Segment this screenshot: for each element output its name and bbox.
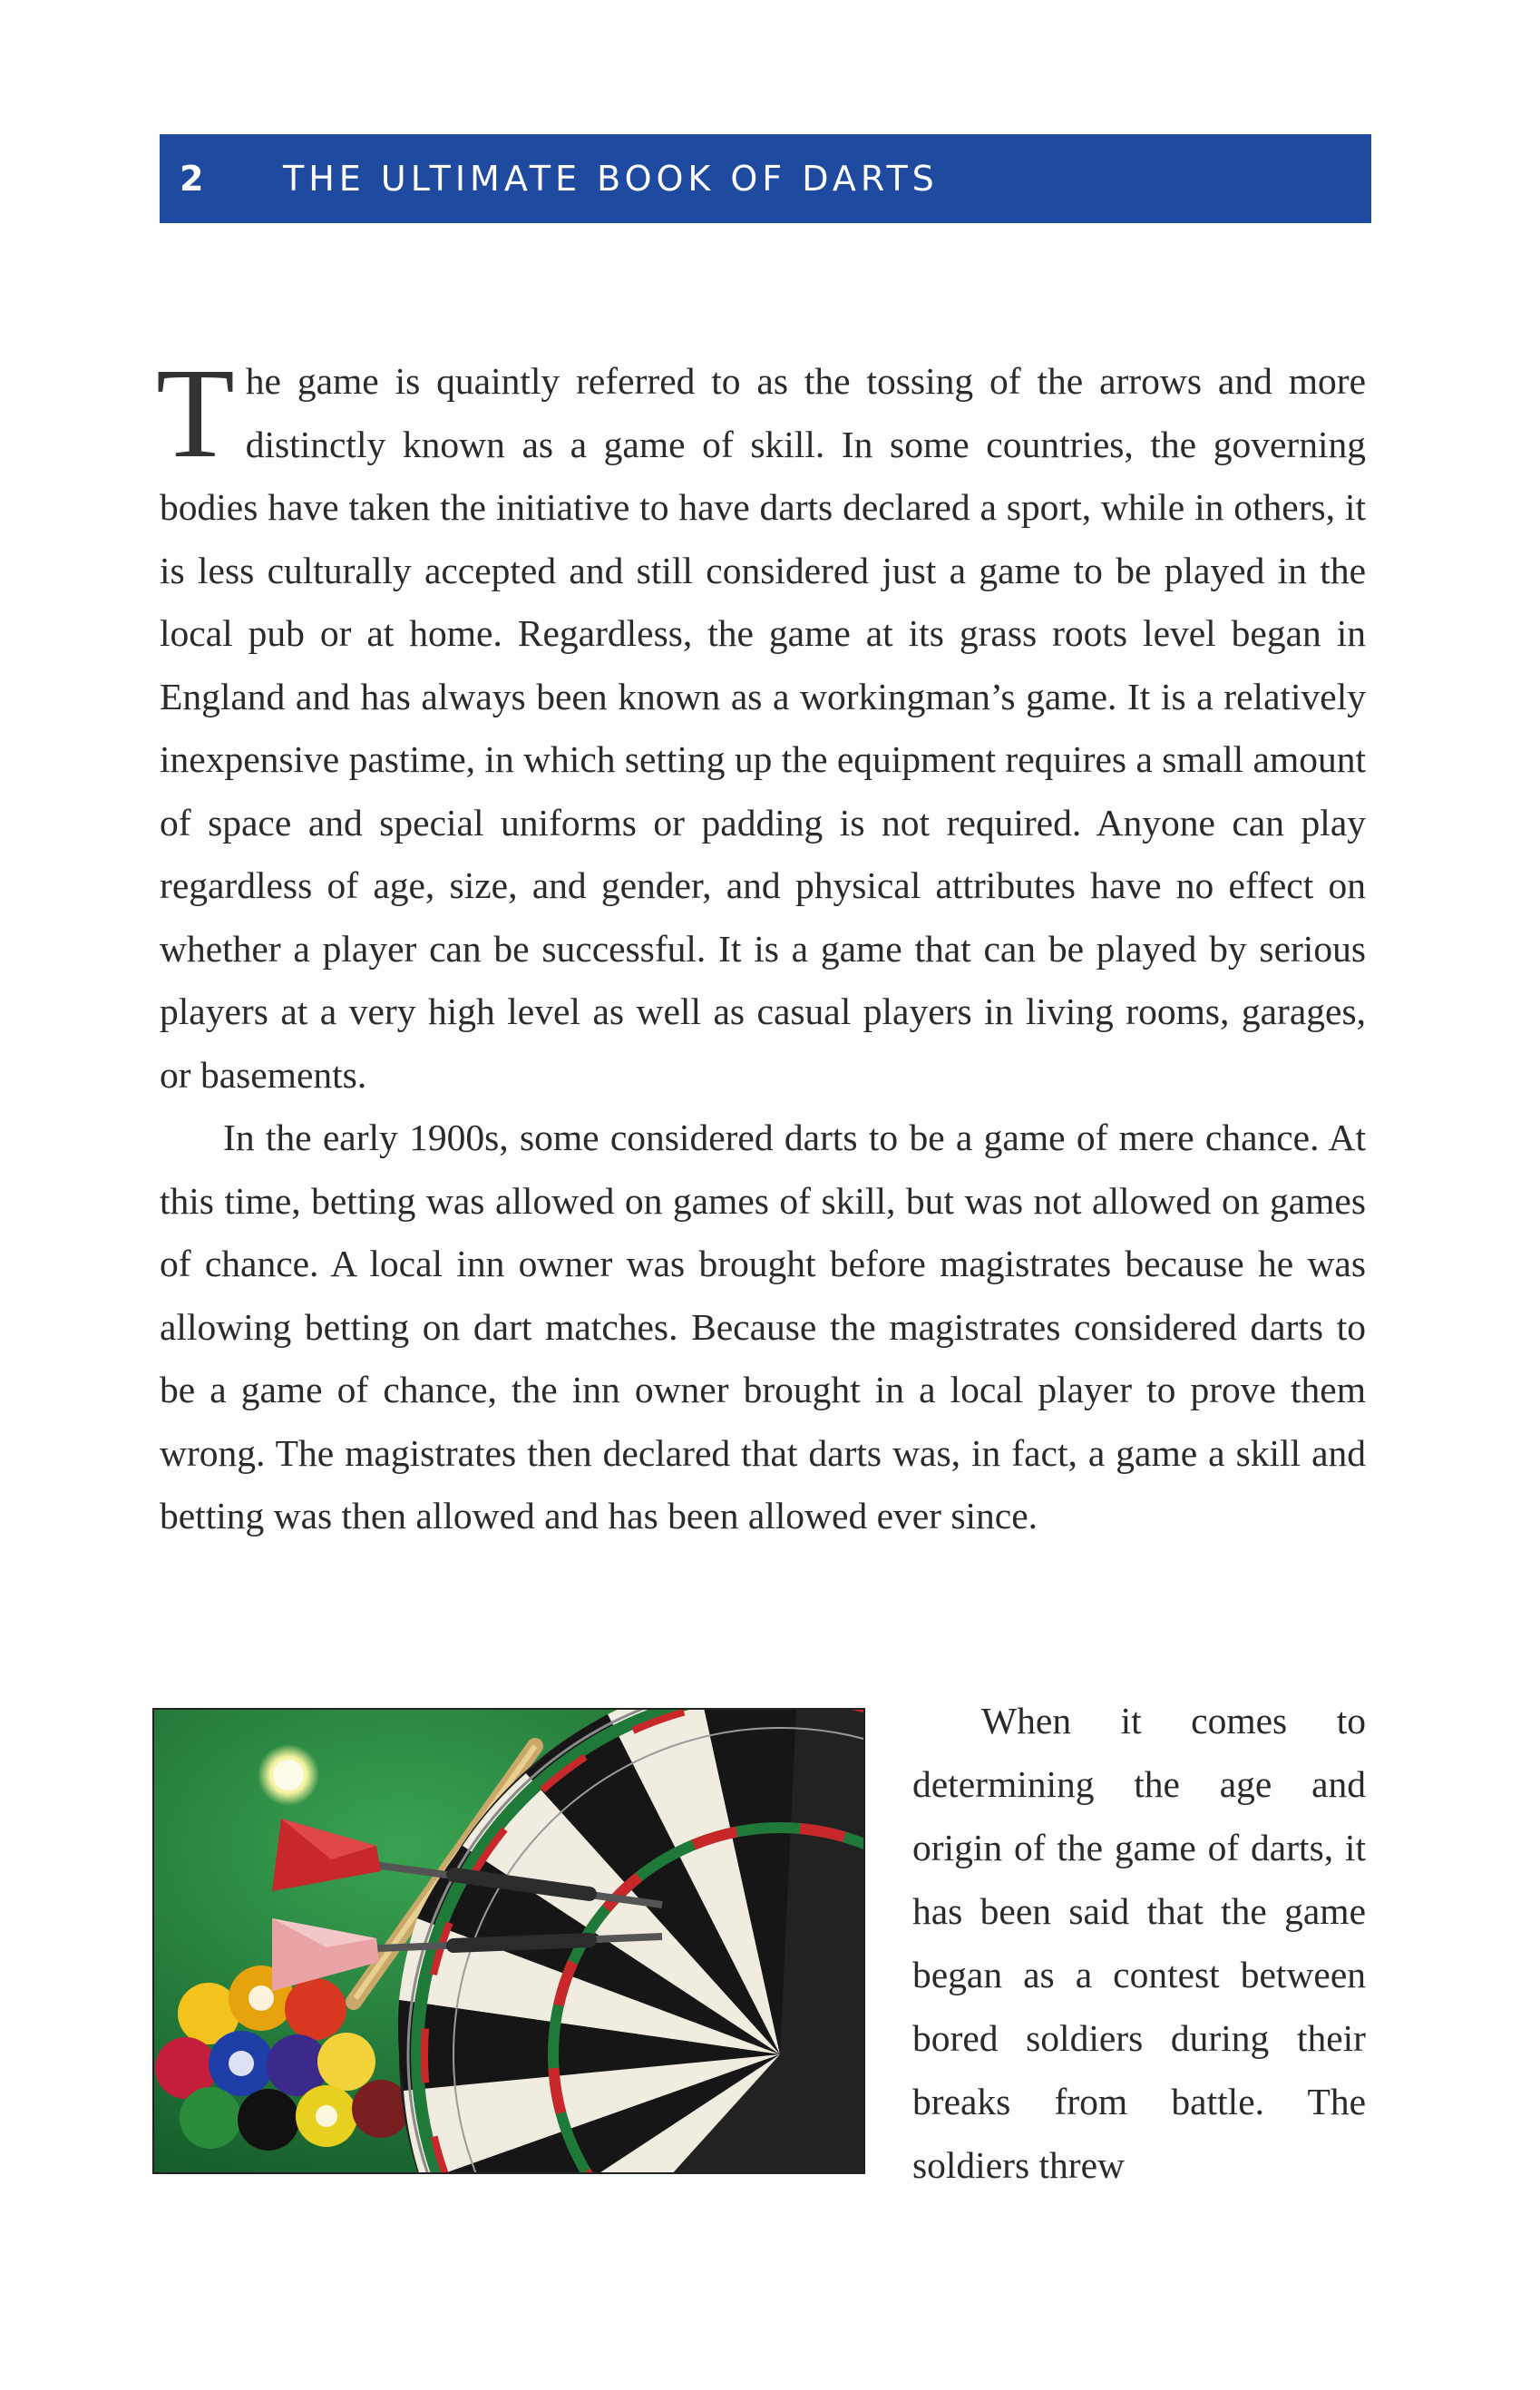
running-header [160, 134, 1371, 223]
paragraph-2: In the early 1900s, some considered darts to be a game of mere chance. At this time, betting was allowed on games of skill, but was not allowed on games of chance. A local inn owner was brought before magistrates because he was allowing betting on dart matches. Because the magistrates considered darts to be a game of chance, the inn owner brought in a local player to prove them wrong. The magistrates then declared that darts was, in fact, a game a skill and betting was then allowed and has been allowed ever since. [160, 1117, 1366, 1536]
darts-dartboard-billiards-photo-icon [154, 1710, 863, 2172]
wrapped-text [912, 1689, 1366, 2197]
book-title: THE ULTIMATE BOOK OF DARTS [283, 159, 939, 199]
drop-cap: T [156, 341, 235, 484]
darts-photo [152, 1708, 865, 2174]
paragraph-3: When it comes to determining the age and origin of the game of darts, it has been said that the game began as a contest between bored soldiers during their breaks from battle. The soldiers threw [912, 1700, 1366, 2186]
page-number: 2 [180, 159, 204, 199]
paragraph-1-text: he game is quaintly referred to as the tossing of the arrows and more distinctly known as a game of skill. In some countries, the governing bodies have taken the initiative to have darts declared a sport, while in others, it is less culturally accepted and still considered just a game to be played in the local pub or at home. Regardless, the game at its grass roots level began in England and has always been known as a workingman’s game. It is a relatively inexpensive pastime, in which setting up the equipment requires a small amount of space and special uniforms or padding is not required. Anyone can play regardless of age, size, and gender, and physical attributes have no effect on whether a player can be successful. It is a game that can be played by serious players at a very high level as well as casual players in living rooms, garages, or basements. [160, 360, 1367, 1096]
paragraph-1 [156, 341, 1367, 1107]
main-text [156, 341, 1367, 1548]
